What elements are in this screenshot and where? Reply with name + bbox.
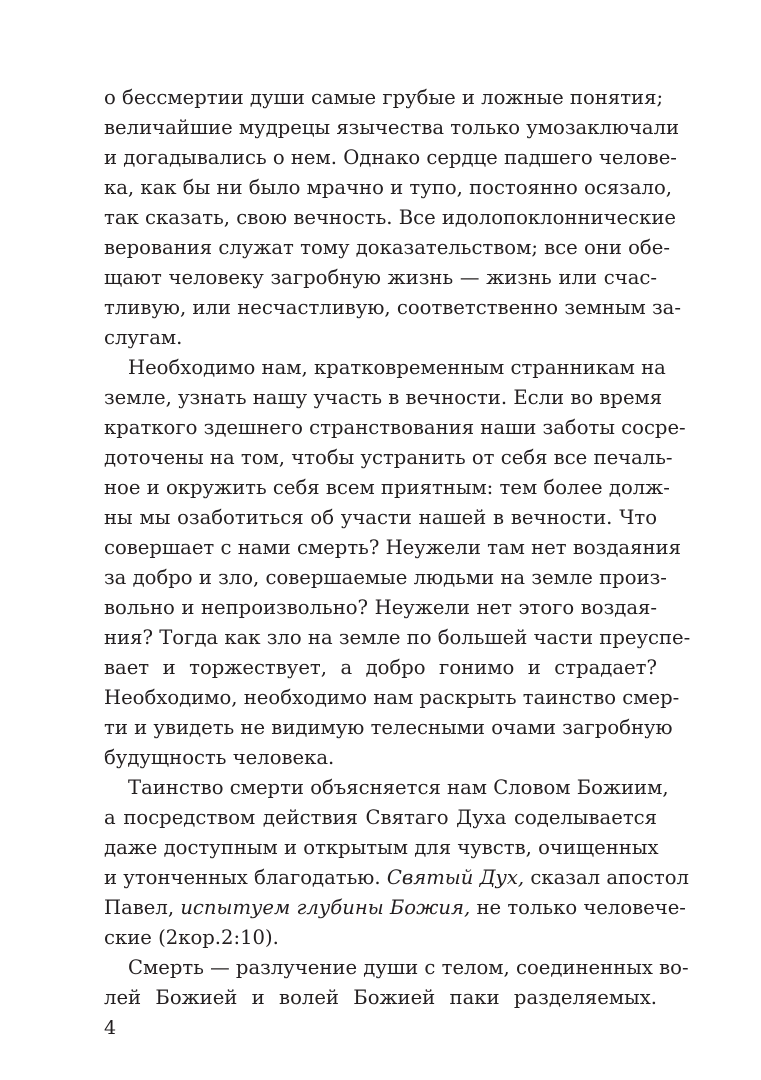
text-line: Необходимо, необходимо нам раскрыть таинство смер-	[104, 686, 680, 709]
text-span: сказал апостол	[530, 866, 689, 889]
text-line: краткого здешнего странствования наши заботы сосре-	[104, 416, 686, 439]
text-line: ное и окружить себя всем приятным: тем более долж-	[104, 476, 670, 499]
text-line: а посредством действия Святаго Духа соделывается	[104, 806, 657, 829]
text-line: слугам.	[104, 326, 183, 349]
text-line: даже доступным и открытым для чувств, очищенных	[104, 836, 659, 859]
italic-quote: Святый Дух,	[386, 866, 525, 889]
text-line: величайшие мудрецы язычества только умозаключали	[104, 116, 680, 139]
italic-quote: испытуем глубины Божия,	[180, 896, 471, 919]
text-line: тливую, или несчастливую, соответственно земным за-	[104, 296, 681, 319]
text-line: земле, узнать нашу участь в вечности. Если во время	[104, 386, 663, 409]
text-line: верования служат тому доказательством; все они обе-	[104, 236, 670, 259]
text-line: щают человеку загробную жизнь — жизнь или счас-	[104, 266, 657, 289]
text-span: и утонченных благодатью.	[104, 866, 381, 889]
text-line: лей Божией и волей Божией паки разделяемых.	[104, 986, 657, 1009]
text-line: совершает с нами смерть? Неужели там нет воздаяния	[104, 536, 681, 559]
text-line: доточены на том, чтобы устранить от себя все печаль-	[104, 446, 673, 469]
text-line-with-quote	[104, 863, 689, 893]
paragraph-first-line: Смерть — разлучение души с телом, соединенных во-	[128, 956, 689, 979]
text-line: за добро и зло, совершаемые людьми на земле произ-	[104, 566, 667, 589]
text-line: ти и увидеть не видимую телесными очами загробную	[104, 716, 673, 739]
text-line: вольно и непроизвольно? Неужели нет этого воздая-	[104, 596, 657, 619]
text-span: Павел,	[104, 896, 175, 919]
text-line: так сказать, свою вечность. Все идолопоклоннические	[104, 206, 676, 229]
text-line: и догадывались о нем. Однако сердце падшего челове-	[104, 146, 677, 169]
text-span: не только человече-	[476, 896, 686, 919]
text-line: ка, как бы ни было мрачно и тупо, постоянно осязало,	[104, 176, 673, 199]
paragraph-first-line: Таинство смерти объясняется нам Словом Божиим,	[128, 776, 669, 799]
text-line: ны мы озаботиться об участи нашей в вечности. Что	[104, 506, 657, 529]
text-line: ские (2кор.2:10).	[104, 926, 279, 949]
page-number: 4	[104, 1017, 117, 1039]
text-line: будущность человека.	[104, 746, 335, 769]
paragraph-first-line: Необходимо нам, кратковременным странникам на	[128, 356, 666, 379]
text-line: о бессмертии души самые грубые и ложные понятия;	[104, 86, 664, 109]
text-line: вает и торжествует, а добро гонимо и страдает?	[104, 656, 657, 679]
text-line: ния? Тогда как зло на земле по большей части преуспе-	[104, 626, 691, 649]
text-line-with-quote	[104, 893, 686, 923]
